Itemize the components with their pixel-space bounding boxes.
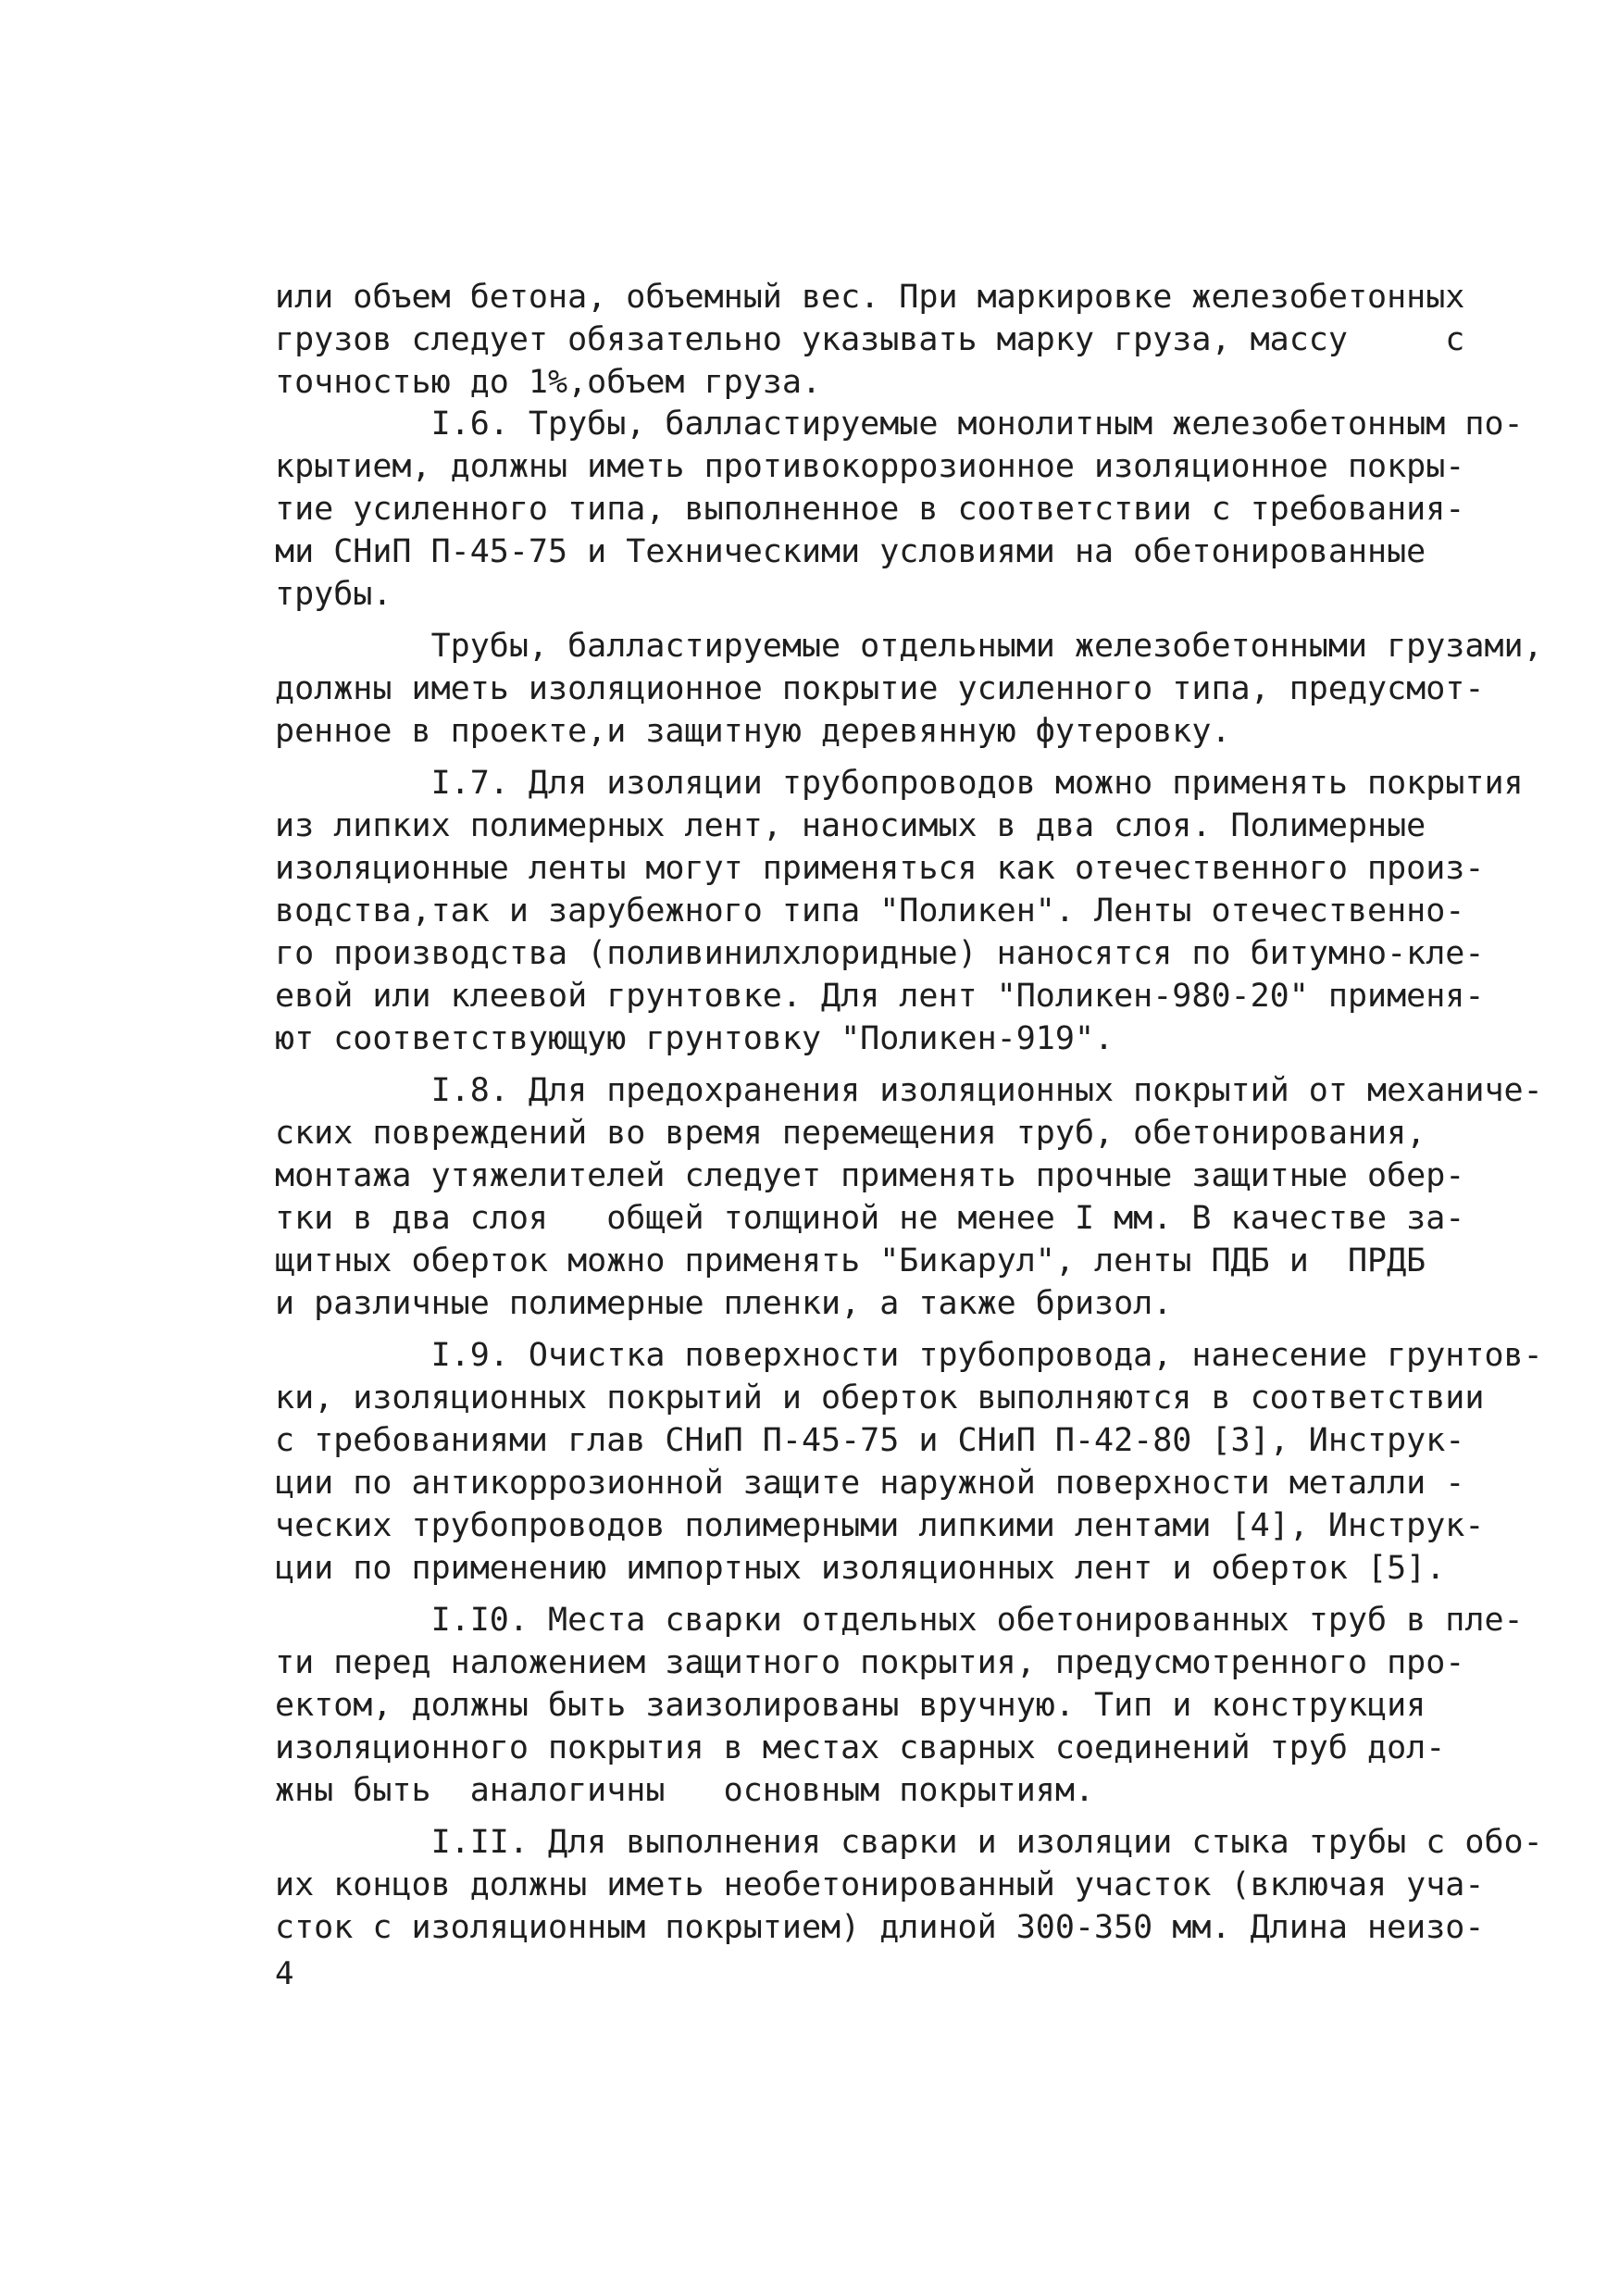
text-line: трубы. bbox=[275, 576, 392, 613]
text-line: их концов должны иметь необетонированный участок (включая уча- bbox=[275, 1866, 1485, 1903]
text-line: грузов следует обязательно указывать марку груза, массу с bbox=[275, 321, 1465, 358]
text-line: жны быть аналогичны основным покрытиям. bbox=[275, 1772, 1095, 1809]
text-line: I.9. Очистка поверхности трубопровода, нанесение грунтов- bbox=[275, 1337, 1543, 1374]
text-line: точностью до 1%,объем груза. bbox=[275, 364, 822, 401]
text-line: водства,так и зарубежного типа "Поликен". Ленты отечественно- bbox=[275, 892, 1465, 930]
text-line: ти перед наложением защитного покрытия, предусмотренного про- bbox=[275, 1644, 1465, 1681]
text-line: ции по антикоррозионной защите наружной поверхности металли - bbox=[275, 1465, 1465, 1502]
text-line: сток с изоляционным покрытием) длиной 300-350 мм. Длина неизо- bbox=[275, 1909, 1485, 1946]
text-line: Трубы, балластируемые отдельными железобетонными грузами, bbox=[275, 628, 1543, 665]
text-line: ческих трубопроводов полимерными липкими лентами [4], Инструк- bbox=[275, 1507, 1485, 1544]
text-line: ренное в проекте,и защитную деревянную футеровку. bbox=[275, 713, 1231, 750]
text-line: I.II. Для выполнения сварки и изоляции стыка трубы с обо- bbox=[275, 1824, 1543, 1861]
text-line: ки, изоляционных покрытий и оберток выполняются в соответствии bbox=[275, 1379, 1485, 1416]
text-line: изоляционные ленты могут применяться как отечественного произ- bbox=[275, 850, 1485, 887]
text-line: ют соответствующую грунтовку "Поликен-919". bbox=[275, 1020, 1115, 1057]
text-line: ектом, должны быть заизолированы вручную. Тип и конструкция bbox=[275, 1687, 1426, 1724]
text-line: изоляционного покрытия в местах сварных соединений труб дол- bbox=[275, 1729, 1446, 1766]
text-line: или объем бетона, объемный вес. При маркировке железобетонных bbox=[275, 279, 1465, 316]
text-line: должны иметь изоляционное покрытие усиленного типа, предусмот- bbox=[275, 670, 1485, 707]
text-line: I.I0. Места сварки отдельных обетонированных труб в пле- bbox=[275, 1602, 1524, 1639]
text-line: крытием, должны иметь противокоррозионное изоляционное покры- bbox=[275, 448, 1465, 485]
text-line: и различные полимерные пленки, а также бризол. bbox=[275, 1285, 1173, 1322]
text-line: I.8. Для предохранения изоляционных покрытий от механиче- bbox=[275, 1072, 1543, 1109]
text-line: ских повреждений во время перемещения труб, обетонирования, bbox=[275, 1115, 1426, 1152]
text-line: щитных оберток можно применять "Бикарул", ленты ПДБ и ПРДБ bbox=[275, 1242, 1426, 1279]
page-number: 4 bbox=[275, 1955, 294, 1992]
text-line: тие усиленного типа, выполненное в соответствии с требования- bbox=[275, 491, 1465, 528]
text-line: монтажа утяжелителей следует применять прочные защитные обер- bbox=[275, 1157, 1465, 1194]
text-line: I.6. Трубы, балластируемые монолитным железобетонным по- bbox=[275, 406, 1524, 443]
text-line: ции по применению импортных изоляционных лент и оберток [5]. bbox=[275, 1550, 1446, 1587]
text-line: го производства (поливинилхлоридные) наносятся по битумно-кле- bbox=[275, 935, 1485, 972]
text-line: ми СНиП П-45-75 и Техническими условиями на обетонированные bbox=[275, 533, 1426, 570]
text-line: тки в два слоя общей толщиной не менее I мм. В качестве за- bbox=[275, 1200, 1465, 1237]
text-line: с требованиями глав СНиП П-45-75 и СНиП П-42-80 [3], Инструк- bbox=[275, 1422, 1465, 1459]
text-line: из липких полимерных лент, наносимых в два слоя. Полимерные bbox=[275, 807, 1426, 844]
text-line: евой или клеевой грунтовке. Для лент "Поликен-980-20" применя- bbox=[275, 978, 1485, 1015]
text-line: I.7. Для изоляции трубопроводов можно применять покрытия bbox=[275, 765, 1524, 802]
